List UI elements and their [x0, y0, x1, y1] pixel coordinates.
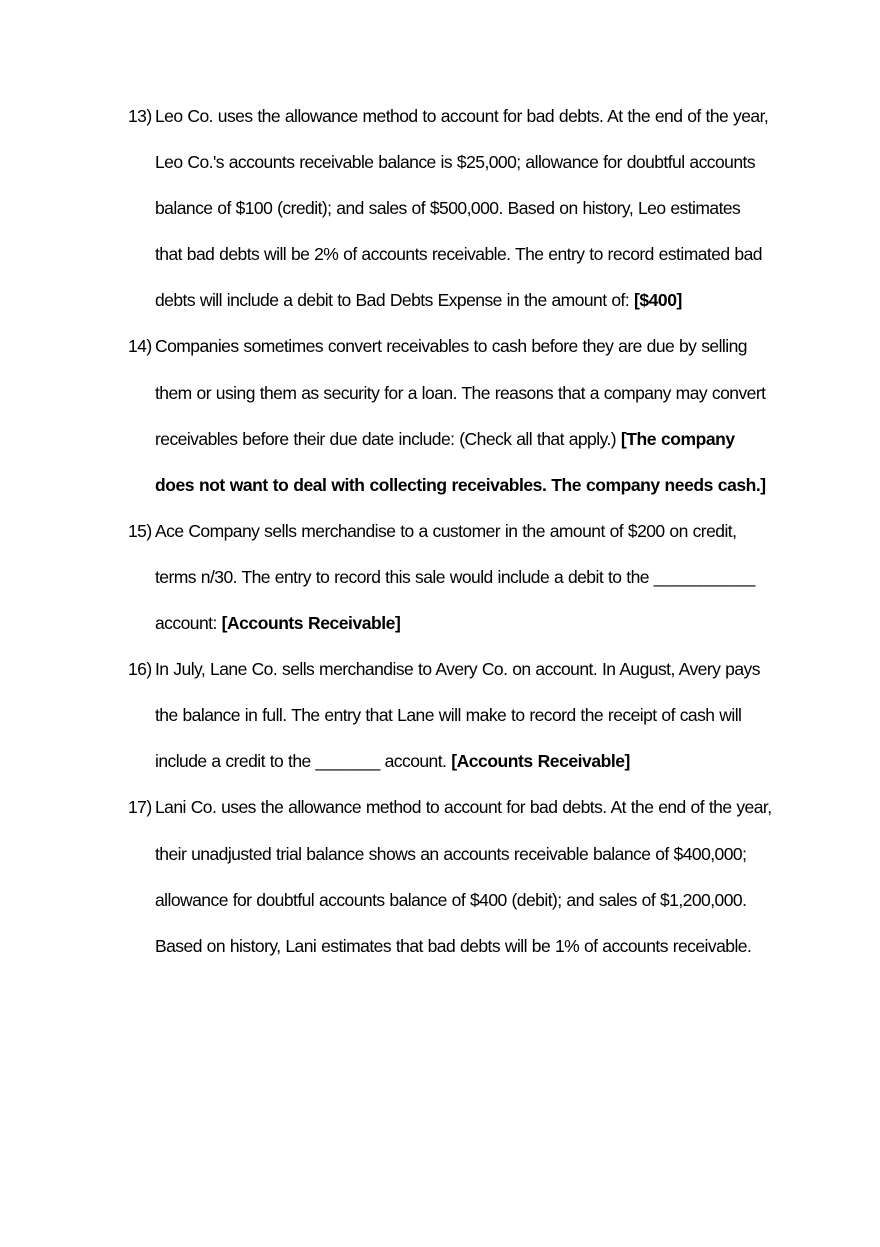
question-text-line: Lani Co. uses the allowance method to account for bad debts. At the end of the year, — [155, 797, 772, 818]
answer-text: [The company — [620, 428, 735, 449]
question-text-line: their unadjusted trial balance shows an accounts receivable balance of $400,000; — [155, 843, 747, 864]
question-list — [0, 93, 880, 969]
question-text: account: — [155, 613, 222, 634]
question-text-line: Companies sometimes convert receivables to cash before they are due by selling — [155, 336, 747, 357]
answer-text: [Accounts Receivable] — [221, 613, 401, 634]
question-text-line: them or using them as security for a loan. The reasons that a company may convert — [155, 382, 766, 403]
question-text-line: Leo Co.'s accounts receivable balance is $25,000; allowance for doubtful accounts — [155, 152, 756, 173]
question-text-line-with-answer — [155, 416, 780, 462]
question-text-line: that bad debts will be 2% of accounts receivable. The entry to record estimated bad — [155, 244, 762, 265]
question-text: debts will include a debit to Bad Debts Expense in the amount of: — [155, 290, 634, 311]
question-text-line-with-answer — [155, 738, 780, 784]
answer-text-line: does not want to deal with collecting receivables. The company needs cash.] — [155, 474, 766, 495]
question-text-line: Based on history, Lani estimates that bad debts will be 1% of accounts receivable. — [155, 935, 752, 956]
question-text-line: balance of $100 (credit); and sales of $500,000. Based on history, Leo estimates — [155, 198, 741, 219]
answer-text: [Accounts Receivable] — [451, 751, 630, 772]
question-16 — [0, 646, 780, 784]
question-text-line: Ace Company sells merchandise to a customer in the amount of $200 on credit, — [155, 520, 737, 541]
answer-text: [$400] — [633, 290, 682, 311]
question-text-line-with-answer — [155, 277, 780, 323]
question-text-line: In July, Lane Co. sells merchandise to Avery Co. on account. In August, Avery pays — [155, 659, 760, 680]
question-14 — [0, 323, 780, 507]
question-number: 14) — [128, 336, 152, 357]
question-number: 16) — [128, 659, 152, 680]
question-17 — [0, 784, 780, 968]
question-text-line: allowance for doubtful accounts balance of $400 (debit); and sales of $1,200,000. — [155, 889, 747, 910]
question-number: 15) — [128, 520, 152, 541]
question-15 — [0, 508, 780, 646]
question-text: include a credit to the _______ account. — [155, 751, 452, 772]
question-text: receivables before their due date include: (Check all that apply.) — [155, 428, 621, 449]
question-text-line: Leo Co. uses the allowance method to account for bad debts. At the end of the year, — [155, 106, 769, 126]
question-text-line: terms n/30. The entry to record this sale would include a debit to the ___________ — [155, 566, 755, 587]
question-number: 13) — [128, 106, 152, 126]
question-text-line: the balance in full. The entry that Lane will make to record the receipt of cash will — [155, 705, 742, 726]
question-number: 17) — [128, 797, 152, 818]
question-text-line-with-answer — [155, 600, 780, 646]
question-13 — [0, 93, 780, 323]
